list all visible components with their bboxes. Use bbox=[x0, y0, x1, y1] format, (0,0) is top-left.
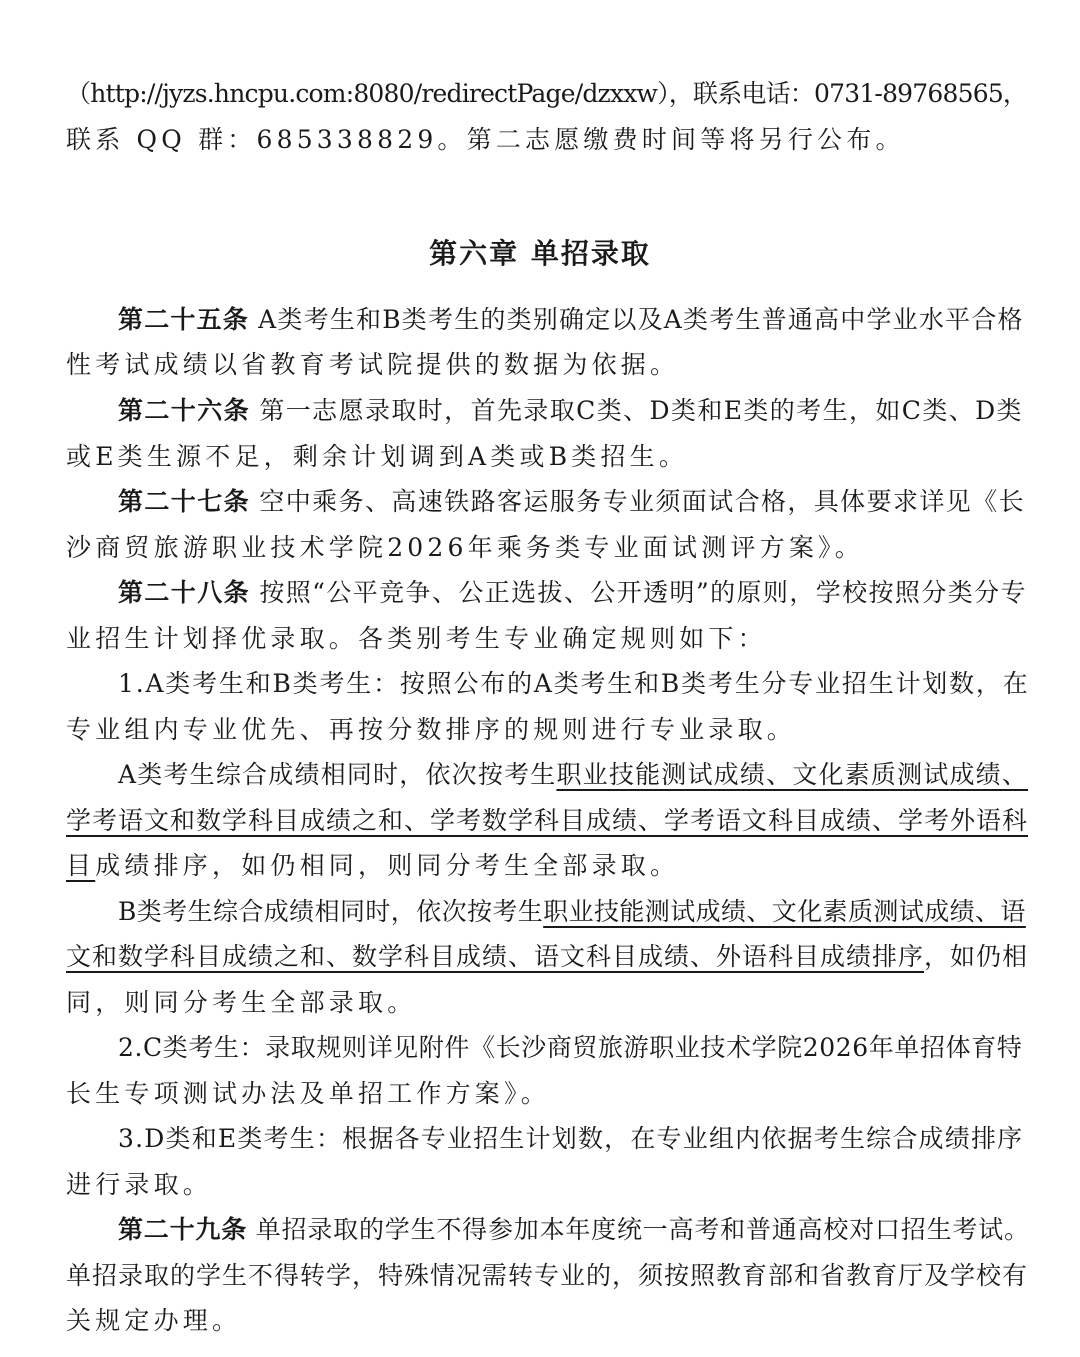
rule-a-underlined-3: 目 bbox=[66, 851, 96, 880]
rule-b-intro: B类考生综合成绩相同时，依次按考生 bbox=[118, 897, 544, 926]
article-27-line-2: 沙商贸旅游职业技术学院2026年乘务类专业面试测评方案》。 bbox=[66, 533, 864, 562]
intro-line-1: （http://jyzs.hncpu.com:8080/redirectPage/dzxxw），联系电话：0731-89768565， bbox=[66, 79, 1028, 108]
article-28-label: 第二十八条 bbox=[118, 578, 251, 607]
rule-1-line-1: 1.A类考生和B类考生：按照公布的A类考生和B类考生分专业招生计划数，在 bbox=[118, 669, 1030, 698]
article-26-line-2: 或E类生源不足，剩余计划调到A类或B类招生。 bbox=[66, 442, 689, 471]
rule-b-line-2 bbox=[66, 941, 1028, 973]
article-29-line-1 bbox=[118, 1214, 1030, 1246]
rule-a-underlined-1: 职业技能测试成绩、文化素质测试成绩、 bbox=[556, 760, 1029, 789]
article-28-text: 按照“公平竞争、公正选拔、公开透明”的原则，学校按照分类分专 bbox=[250, 578, 1027, 607]
rule-a-underlined-2: 学考语文和数学科目成绩之和、学考数学科目成绩、学考语文科目成绩、学考外语科 bbox=[66, 806, 1029, 835]
chapter-title: 第六章 单招录取 bbox=[429, 237, 651, 270]
rule-b-tail: ，如仍相 bbox=[924, 942, 1029, 971]
intro-line-2: 联系 QQ 群：685338829。第二志愿缴费时间等将另行公布。 bbox=[66, 125, 905, 154]
article-26-label: 第二十六条 bbox=[118, 396, 251, 425]
article-25-label: 第二十五条 bbox=[118, 305, 250, 334]
rule-3-line-1: 3.D类和E类考生：根据各专业招生计划数，在专业组内依据考生综合成绩排序 bbox=[118, 1124, 1024, 1153]
rule-a-line-3 bbox=[66, 850, 679, 882]
rule-2-line-1: 2.C类考生：录取规则详见附件《长沙商贸旅游职业技术学院2026年单招体育特 bbox=[118, 1033, 1023, 1062]
article-27-line-1 bbox=[118, 486, 1025, 518]
article-25-line-1 bbox=[118, 304, 1024, 336]
article-27-text: 空中乘务、高速铁路客运服务专业须面试合格，具体要求详见《长 bbox=[250, 487, 1025, 516]
rule-b-underlined-2: 文和数学科目成绩之和、数学科目成绩、语文科目成绩、外语科目成绩排序 bbox=[66, 942, 925, 971]
article-29-text: 单招录取的学生不得参加本年度统一高考和普通高校对口招生考试。 bbox=[247, 1215, 1030, 1244]
article-27-label: 第二十七条 bbox=[118, 487, 251, 516]
article-28-line-1 bbox=[118, 577, 1027, 609]
rule-a-tail: 成绩排序，如仍相同，则同分考生全部录取。 bbox=[95, 851, 680, 880]
rule-b-underlined-1: 职业技能测试成绩、文化素质测试成绩、语 bbox=[543, 897, 1026, 926]
rule-a-line-1 bbox=[118, 759, 1028, 791]
article-29-line-2: 单招录取的学生不得转学，特殊情况需转专业的，须按照教育部和省教育厅及学校有 bbox=[66, 1261, 1029, 1290]
rule-a-intro: A类考生综合成绩相同时，依次按考生 bbox=[118, 760, 557, 789]
article-25-line-2: 性考试成绩以省教育考试院提供的数据为依据。 bbox=[66, 350, 680, 379]
article-28-line-2: 业招生计划择优录取。各类别考生专业确定规则如下： bbox=[66, 624, 767, 653]
article-29-label: 第二十九条 bbox=[118, 1215, 248, 1244]
rule-3-line-2: 进行录取。 bbox=[66, 1170, 213, 1199]
rule-1-line-2: 专业组内专业优先、再按分数排序的规则进行专业录取。 bbox=[66, 715, 797, 744]
article-29-line-3: 关规定办理。 bbox=[66, 1306, 242, 1335]
article-26-line-1 bbox=[118, 395, 1023, 427]
article-25-text: A类考生和B类考生的类别确定以及A类考生普通高中学业水平合格 bbox=[249, 305, 1024, 334]
article-26-text: 第一志愿录取时，首先录取C类、D类和E类的考生，如C类、D类 bbox=[250, 396, 1023, 425]
rule-2-line-2: 长生专项测试办法及单招工作方案》。 bbox=[66, 1079, 550, 1108]
rule-b-line-3: 同，则同分考生全部录取。 bbox=[66, 988, 417, 1017]
rule-b-line-1 bbox=[118, 896, 1026, 928]
rule-a-line-2 bbox=[66, 805, 1028, 837]
